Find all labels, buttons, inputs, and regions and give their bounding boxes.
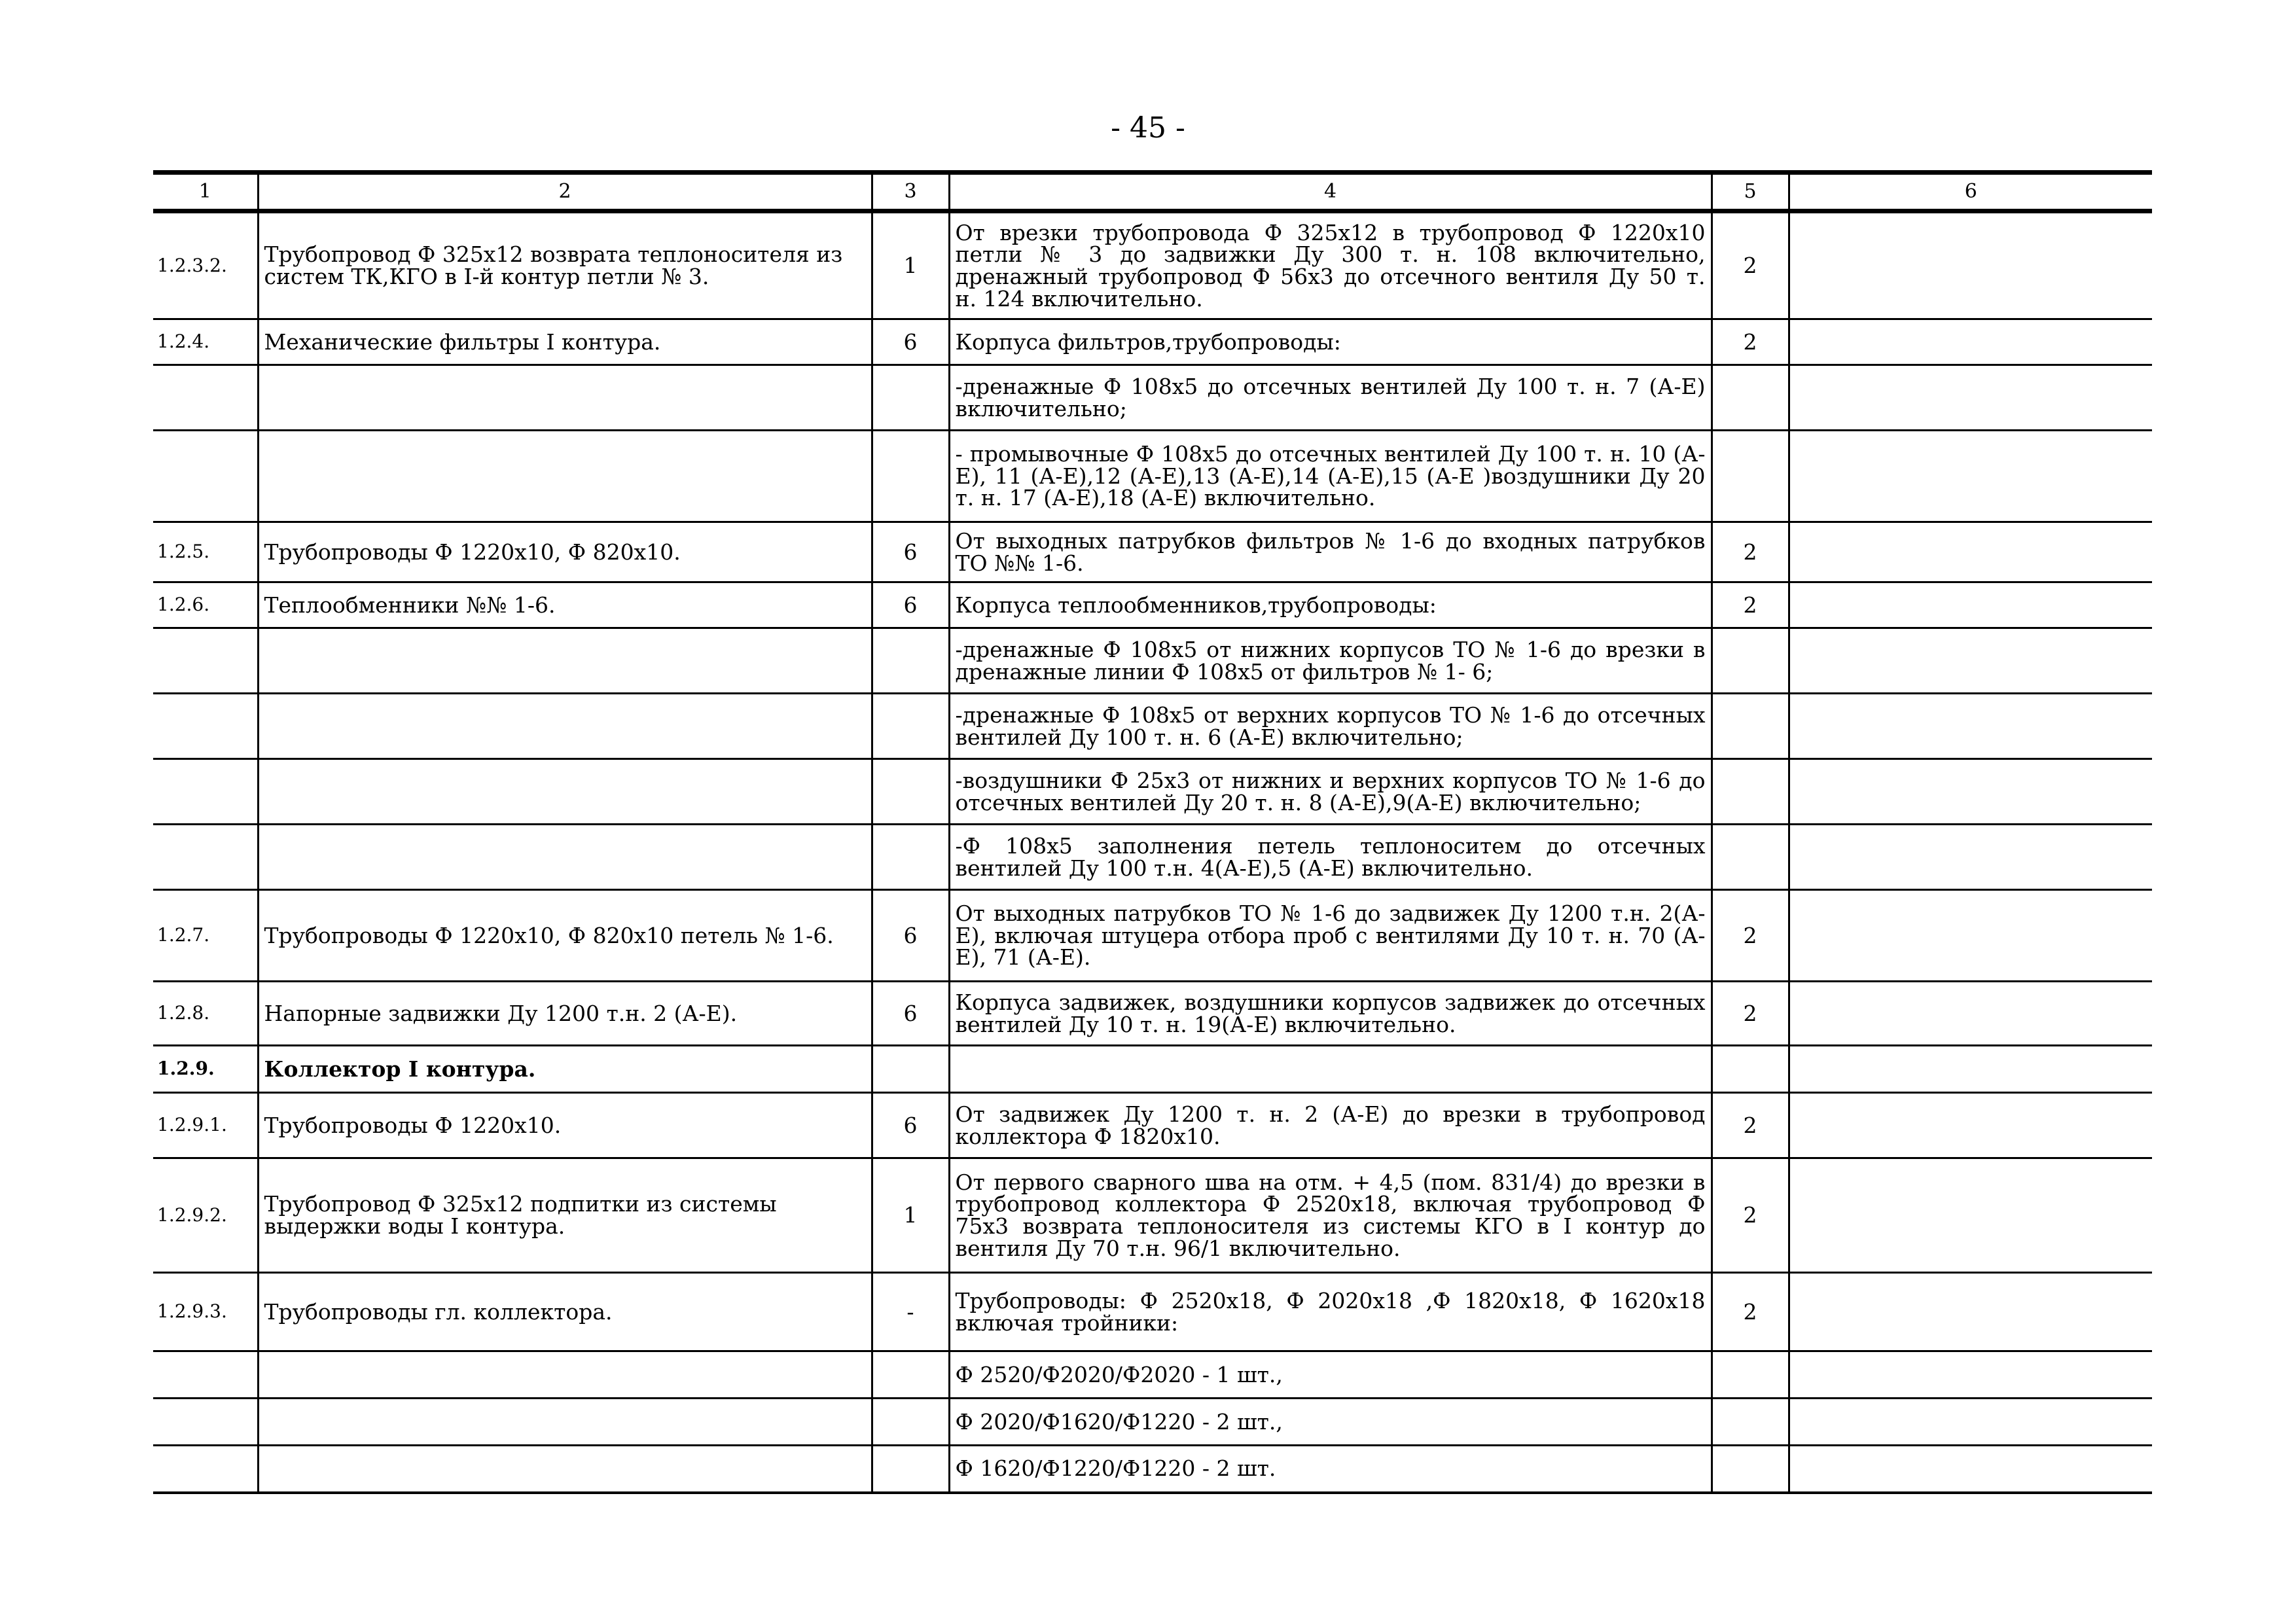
row-name: Трубопровод Ф 325х12 возврата теплоносителя из систем ТК,КГО в І-й контур петли № 3. bbox=[258, 211, 872, 319]
table-row bbox=[153, 890, 2152, 982]
row-note bbox=[1789, 1446, 2152, 1493]
row-number bbox=[153, 1399, 258, 1446]
row-number: 1.2.9.3. bbox=[153, 1273, 258, 1351]
row-number bbox=[153, 825, 258, 890]
row-quantity bbox=[872, 825, 949, 890]
row-group: 2 bbox=[1712, 582, 1789, 628]
row-quantity: 6 bbox=[872, 582, 949, 628]
row-number: 1.2.9.1. bbox=[153, 1093, 258, 1158]
row-group bbox=[1712, 694, 1789, 759]
row-note bbox=[1789, 431, 2152, 522]
row-quantity bbox=[872, 628, 949, 694]
row-number bbox=[153, 694, 258, 759]
row-name bbox=[258, 1446, 872, 1493]
row-quantity bbox=[872, 759, 949, 825]
row-number: 1.2.4. bbox=[153, 319, 258, 365]
row-group bbox=[1712, 365, 1789, 431]
row-description: -воздушники Ф 25х3 от нижних и верхних корпусов ТО № 1-6 до отсечных вентилей Ду 20 т. н. 8 (А-Е),9(А-Е) включительно; bbox=[949, 759, 1712, 825]
table-header-row bbox=[153, 173, 2152, 211]
table-body bbox=[153, 211, 2152, 1493]
row-group bbox=[1712, 628, 1789, 694]
row-note bbox=[1789, 365, 2152, 431]
row-description: Корпуса теплообменников,трубопроводы: bbox=[949, 582, 1712, 628]
inspection-table bbox=[153, 170, 2152, 1494]
row-name: Трубопровод Ф 325х12 подпитки из системы выдержки воды І контура. bbox=[258, 1158, 872, 1273]
page-number: - 45 - bbox=[1111, 111, 1185, 145]
row-group bbox=[1712, 431, 1789, 522]
column-header: 6 bbox=[1789, 173, 2152, 211]
row-group bbox=[1712, 1351, 1789, 1399]
row-note bbox=[1789, 759, 2152, 825]
row-number: 1.2.9.2. bbox=[153, 1158, 258, 1273]
column-header: 2 bbox=[258, 173, 872, 211]
row-name bbox=[258, 1351, 872, 1399]
row-name bbox=[258, 694, 872, 759]
row-quantity: - bbox=[872, 1273, 949, 1351]
row-note bbox=[1789, 1399, 2152, 1446]
table-row bbox=[153, 759, 2152, 825]
row-description: Корпуса задвижек, воздушники корпусов задвижек до отсечных вентилей Ду 10 т. н. 19(А-Е) включительно. bbox=[949, 982, 1712, 1046]
row-description: Корпуса фильтров,трубопроводы: bbox=[949, 319, 1712, 365]
row-number: 1.2.6. bbox=[153, 582, 258, 628]
row-description: От выходных патрубков фильтров № 1-6 до входных патрубков ТО №№ 1-6. bbox=[949, 522, 1712, 582]
row-note bbox=[1789, 628, 2152, 694]
row-name: Трубопроводы Ф 1220х10, Ф 820х10 петель № 1-6. bbox=[258, 890, 872, 982]
row-note bbox=[1789, 694, 2152, 759]
row-group: 2 bbox=[1712, 982, 1789, 1046]
row-group: 2 bbox=[1712, 1158, 1789, 1273]
table-row bbox=[153, 1158, 2152, 1273]
row-quantity: 6 bbox=[872, 890, 949, 982]
row-number bbox=[153, 431, 258, 522]
row-quantity bbox=[872, 1351, 949, 1399]
row-quantity: 6 bbox=[872, 982, 949, 1046]
row-note bbox=[1789, 319, 2152, 365]
row-name: Трубопроводы гл. коллектора. bbox=[258, 1273, 872, 1351]
table-row bbox=[153, 431, 2152, 522]
row-group bbox=[1712, 1446, 1789, 1493]
row-note bbox=[1789, 211, 2152, 319]
row-quantity bbox=[872, 1399, 949, 1446]
row-description: От врезки трубопровода Ф 325х12 в трубопровод Ф 1220х10 петли № 3 до задвижки Ду 300 т. н. 108 включительно, дренажный трубопровод Ф 56х3 до отсечного вентиля Ду 50 т. н. 124 включительно. bbox=[949, 211, 1712, 319]
row-name: Механические фильтры І контура. bbox=[258, 319, 872, 365]
row-quantity bbox=[872, 365, 949, 431]
row-note bbox=[1789, 890, 2152, 982]
row-note bbox=[1789, 982, 2152, 1046]
table-row bbox=[153, 628, 2152, 694]
row-number bbox=[153, 365, 258, 431]
row-quantity: 6 bbox=[872, 319, 949, 365]
row-description: Трубопроводы: Ф 2520х18, Ф 2020х18 ,Ф 1820х18, Ф 1620х18 включая тройники: bbox=[949, 1273, 1712, 1351]
row-number bbox=[153, 1446, 258, 1493]
row-group bbox=[1712, 759, 1789, 825]
row-note bbox=[1789, 1093, 2152, 1158]
row-name bbox=[258, 825, 872, 890]
table-row bbox=[153, 1446, 2152, 1493]
row-description: -дренажные Ф 108х5 от верхних корпусов ТО № 1-6 до отсечных вентилей Ду 100 т. н. 6 (А-Е) включительно; bbox=[949, 694, 1712, 759]
row-group bbox=[1712, 1399, 1789, 1446]
table-row bbox=[153, 1093, 2152, 1158]
row-name bbox=[258, 365, 872, 431]
column-header: 3 bbox=[872, 173, 949, 211]
row-note bbox=[1789, 1046, 2152, 1093]
row-description: От задвижек Ду 1200 т. н. 2 (А-Е) до врезки в трубопровод коллектора Ф 1820х10. bbox=[949, 1093, 1712, 1158]
row-quantity: 1 bbox=[872, 1158, 949, 1273]
row-name: Трубопроводы Ф 1220х10. bbox=[258, 1093, 872, 1158]
row-quantity: 1 bbox=[872, 211, 949, 319]
row-number: 1.2.5. bbox=[153, 522, 258, 582]
row-quantity bbox=[872, 694, 949, 759]
row-group: 2 bbox=[1712, 1093, 1789, 1158]
row-group: 2 bbox=[1712, 211, 1789, 319]
row-description: -Ф 108х5 заполнения петель теплоноситем до отсечных вентилей Ду 100 т.н. 4(А-Е),5 (А-Е) включительно. bbox=[949, 825, 1712, 890]
row-name bbox=[258, 759, 872, 825]
table-row bbox=[153, 522, 2152, 582]
row-quantity: 6 bbox=[872, 1093, 949, 1158]
row-group: 2 bbox=[1712, 522, 1789, 582]
row-note bbox=[1789, 522, 2152, 582]
row-quantity bbox=[872, 1446, 949, 1493]
row-name: Теплообменники №№ 1-6. bbox=[258, 582, 872, 628]
table-row bbox=[153, 694, 2152, 759]
table-row bbox=[153, 1046, 2152, 1093]
row-description: От первого сварного шва на отм. + 4,5 (пом. 831/4) до врезки в трубопровод коллектора Ф 2520х18, включая трубопровод Ф 75х3 возврата теплоносителя из системы КГО в І контур до вентиля Ду 70 т.н. 96/1 включительно. bbox=[949, 1158, 1712, 1273]
row-note bbox=[1789, 1351, 2152, 1399]
column-header: 5 bbox=[1712, 173, 1789, 211]
table-row bbox=[153, 1351, 2152, 1399]
row-note bbox=[1789, 1273, 2152, 1351]
row-quantity bbox=[872, 1046, 949, 1093]
row-description: - промывочные Ф 108х5 до отсечных вентилей Ду 100 т. н. 10 (А-Е), 11 (А-Е),12 (А-Е),13 (А-Е),14 (А-Е),15 (А-Е )воздушники Ду 20 т. н. 17 (А-Е),18 (А-Е) включительно. bbox=[949, 431, 1712, 522]
table-row bbox=[153, 582, 2152, 628]
row-note bbox=[1789, 825, 2152, 890]
row-quantity bbox=[872, 431, 949, 522]
row-number: 1.2.3.2. bbox=[153, 211, 258, 319]
table-row bbox=[153, 825, 2152, 890]
row-number: 1.2.7. bbox=[153, 890, 258, 982]
row-description bbox=[949, 1046, 1712, 1093]
row-number: 1.2.8. bbox=[153, 982, 258, 1046]
row-number: 1.2.9. bbox=[153, 1046, 258, 1093]
row-description: Ф 1620/Ф1220/Ф1220 - 2 шт. bbox=[949, 1446, 1712, 1493]
table-row bbox=[153, 211, 2152, 319]
document-table-container bbox=[153, 170, 2152, 1494]
table-row bbox=[153, 1273, 2152, 1351]
row-description: От выходных патрубков ТО № 1-6 до задвижек Ду 1200 т.н. 2(А-Е), включая штуцера отбора проб с вентилями Ду 10 т. н. 70 (А-Е), 71 (А-Е). bbox=[949, 890, 1712, 982]
row-name: Коллектор І контура. bbox=[258, 1046, 872, 1093]
row-group: 2 bbox=[1712, 890, 1789, 982]
row-group: 2 bbox=[1712, 319, 1789, 365]
table-row bbox=[153, 365, 2152, 431]
row-number bbox=[153, 1351, 258, 1399]
table-row bbox=[153, 319, 2152, 365]
row-note bbox=[1789, 582, 2152, 628]
row-quantity: 6 bbox=[872, 522, 949, 582]
row-description: Ф 2520/Ф2020/Ф2020 - 1 шт., bbox=[949, 1351, 1712, 1399]
table-row bbox=[153, 982, 2152, 1046]
table-row bbox=[153, 1399, 2152, 1446]
row-name bbox=[258, 628, 872, 694]
row-number bbox=[153, 759, 258, 825]
row-group bbox=[1712, 825, 1789, 890]
row-note bbox=[1789, 1158, 2152, 1273]
row-name: Напорные задвижки Ду 1200 т.н. 2 (А-Е). bbox=[258, 982, 872, 1046]
row-group: 2 bbox=[1712, 1273, 1789, 1351]
column-header: 4 bbox=[949, 173, 1712, 211]
row-group bbox=[1712, 1046, 1789, 1093]
row-name: Трубопроводы Ф 1220х10, Ф 820х10. bbox=[258, 522, 872, 582]
row-name bbox=[258, 1399, 872, 1446]
row-name bbox=[258, 431, 872, 522]
column-header: 1 bbox=[153, 173, 258, 211]
row-description: -дренажные Ф 108х5 от нижних корпусов ТО № 1-6 до врезки в дренажные линии Ф 108х5 от фильтров № 1- 6; bbox=[949, 628, 1712, 694]
row-number bbox=[153, 628, 258, 694]
row-description: Ф 2020/Ф1620/Ф1220 - 2 шт., bbox=[949, 1399, 1712, 1446]
row-description: -дренажные Ф 108х5 до отсечных вентилей Ду 100 т. н. 7 (А-Е) включительно; bbox=[949, 365, 1712, 431]
